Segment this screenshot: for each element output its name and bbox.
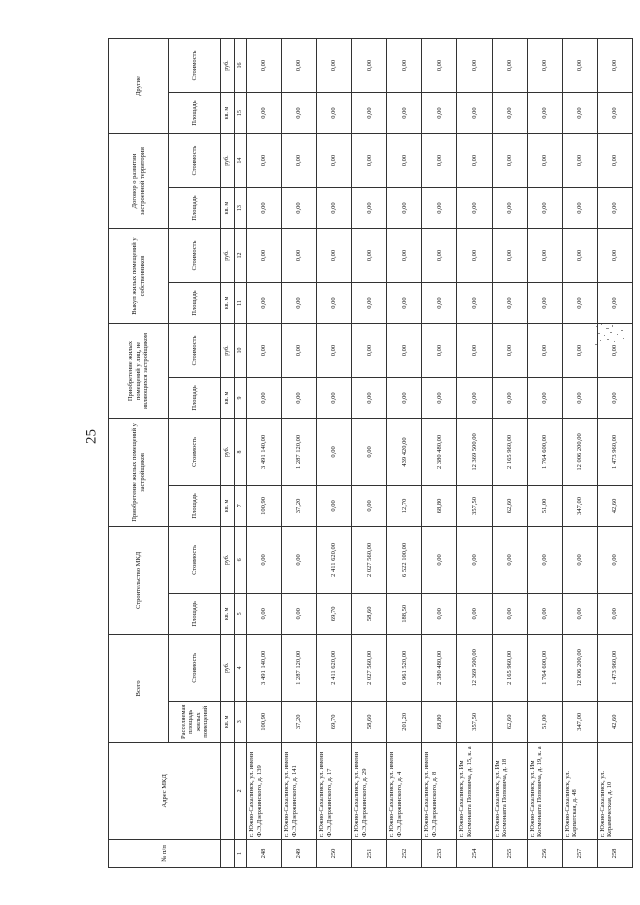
cell-value: 0,00 <box>527 39 562 93</box>
cell-value: 62,60 <box>492 485 527 526</box>
cell-value: 0,00 <box>492 526 527 593</box>
cell-value: 0,00 <box>527 188 562 229</box>
cell-value: 0,00 <box>387 39 422 93</box>
row-number: 258 <box>597 839 632 867</box>
cell-value: 0,00 <box>527 134 562 188</box>
cell-value: 69,70 <box>317 701 352 742</box>
column-number: 13 <box>235 188 247 229</box>
column-number: 11 <box>235 283 247 324</box>
cell-value: 0,00 <box>562 93 597 134</box>
column-number: 10 <box>235 324 247 378</box>
cell-value: 58,60 <box>352 593 387 634</box>
cell-value: 2 165 960,00 <box>492 419 527 486</box>
cell-value: 0,00 <box>422 324 457 378</box>
cell-value: 0,00 <box>317 134 352 188</box>
cell-value: 0,00 <box>282 324 317 378</box>
cell-value: 0,00 <box>352 134 387 188</box>
cell-value: 0,00 <box>597 324 632 378</box>
cell-value: 1 764 600,00 <box>527 634 562 701</box>
cell-value: 0,00 <box>317 39 352 93</box>
column-number: 14 <box>235 134 247 188</box>
cell-value: 0,00 <box>597 526 632 593</box>
cell-value: 0,00 <box>457 324 492 378</box>
unit-area: кв. м <box>221 377 235 418</box>
cell-value: 0,00 <box>492 593 527 634</box>
row-number: 248 <box>247 839 282 867</box>
cell-value: 1 764 600,00 <box>527 419 562 486</box>
cell-value: 0,00 <box>282 134 317 188</box>
cell-value: 0,00 <box>317 93 352 134</box>
row-number: 255 <box>492 839 527 867</box>
column-number: 15 <box>235 93 247 134</box>
group-header-purchase-developers: Приобретение жилых помещений у застройщиков <box>109 419 169 527</box>
cell-value: 0,00 <box>352 377 387 418</box>
cell-value: 0,00 <box>597 188 632 229</box>
cell-value: 0,00 <box>422 229 457 283</box>
cell-value: 0,00 <box>527 93 562 134</box>
cell-value: 51,00 <box>527 701 562 742</box>
table-row <box>282 39 317 868</box>
cell-value: 0,00 <box>492 377 527 418</box>
cell-value: 0,00 <box>492 39 527 93</box>
table-row <box>387 39 422 868</box>
header-area: Площадь <box>169 377 221 418</box>
cell-value: 188,50 <box>387 593 422 634</box>
cell-value: 0,00 <box>387 324 422 378</box>
cell-value: 0,00 <box>422 593 457 634</box>
row-address: г. Южно-Сахалинск, ул. имени Ф.Э.Дзержинского, д. 29 <box>352 742 387 839</box>
cell-value: 0,00 <box>457 526 492 593</box>
cell-value: 0,00 <box>282 526 317 593</box>
cell-value: 0,00 <box>247 593 282 634</box>
cell-value: 357,50 <box>457 485 492 526</box>
cell-value: 0,00 <box>457 188 492 229</box>
row-address: г. Южно-Сахалинск, ул. имени Ф.Э.Дзержинского, д. 4 <box>387 742 422 839</box>
cell-value: 0,00 <box>317 324 352 378</box>
cell-value: 0,00 <box>597 229 632 283</box>
cell-value: 0,00 <box>562 526 597 593</box>
cell-value: 1 473 960,00 <box>597 419 632 486</box>
cell-value: 68,80 <box>422 485 457 526</box>
group-header-development-agreement: Договор о развитии застроенной территории <box>109 134 169 229</box>
row-number: 257 <box>562 839 597 867</box>
cell-value: 0,00 <box>387 134 422 188</box>
cell-value: 37,20 <box>282 701 317 742</box>
cell-value: 0,00 <box>562 377 597 418</box>
header-cost: Стоимость <box>169 419 221 486</box>
cell-value: 100,90 <box>247 701 282 742</box>
cell-value: 0,00 <box>422 188 457 229</box>
cell-value: 0,00 <box>457 283 492 324</box>
cell-value: 0,00 <box>562 283 597 324</box>
cell-value: 0,00 <box>247 39 282 93</box>
column-number: 12 <box>235 229 247 283</box>
cell-value: 439 420,00 <box>387 419 422 486</box>
cell-value: 0,00 <box>562 188 597 229</box>
cell-value: 0,00 <box>282 283 317 324</box>
unit-cost: руб. <box>221 229 235 283</box>
header-area: Площадь <box>169 485 221 526</box>
row-address: г. Южно-Сахалинск, ул. Им Космонавта Поповича, д. 15, к. а <box>457 742 492 839</box>
row-address: г. Южно-Сахалинск, ул. имени Ф.Э.Дзержинского, д. 139 <box>247 742 282 839</box>
column-number: 8 <box>235 419 247 486</box>
header-no: № п/п <box>109 839 221 867</box>
header-cost: Стоимость <box>169 134 221 188</box>
table-row <box>457 39 492 868</box>
cell-value: 0,00 <box>597 134 632 188</box>
cell-value: 42,60 <box>597 485 632 526</box>
cell-value: 0,00 <box>527 593 562 634</box>
cell-value: 0,00 <box>527 526 562 593</box>
cell-value: 0,00 <box>562 593 597 634</box>
cell-value: 0,00 <box>317 283 352 324</box>
cell-value: 0,00 <box>457 39 492 93</box>
cell-value: 69,70 <box>317 593 352 634</box>
table-row <box>422 39 457 868</box>
cell-value: 0,00 <box>457 377 492 418</box>
row-number: 250 <box>317 839 352 867</box>
cell-value: 0,00 <box>282 593 317 634</box>
row-number: 256 <box>527 839 562 867</box>
header-area: Площадь <box>169 283 221 324</box>
cell-value: 0,00 <box>352 93 387 134</box>
table-row <box>562 39 597 868</box>
unit-area: кв. м <box>221 283 235 324</box>
unit-cost: руб. <box>221 324 235 378</box>
cell-value: 0,00 <box>457 593 492 634</box>
cell-value: 0,00 <box>597 377 632 418</box>
cell-value: 0,00 <box>492 134 527 188</box>
cell-value: 0,00 <box>282 93 317 134</box>
cell-value: 0,00 <box>282 188 317 229</box>
cell-value: 0,00 <box>247 324 282 378</box>
cell-value: 0,00 <box>352 188 387 229</box>
unit-area: кв. м <box>221 485 235 526</box>
cell-value: 0,00 <box>422 377 457 418</box>
header-cost: Стоимость <box>169 526 221 593</box>
cell-value: 2 380 480,00 <box>422 634 457 701</box>
cell-value: 0,00 <box>317 229 352 283</box>
units-empty <box>221 742 235 839</box>
cell-value: 0,00 <box>422 283 457 324</box>
cell-value: 0,00 <box>597 283 632 324</box>
cell-value: 0,00 <box>562 39 597 93</box>
group-header-total: Всего <box>109 634 169 742</box>
cell-value: 2 027 560,00 <box>352 526 387 593</box>
header-cost: Стоимость <box>169 634 221 701</box>
header-area: Площадь <box>169 593 221 634</box>
cell-value: 12,70 <box>387 485 422 526</box>
cell-value: 0,00 <box>317 377 352 418</box>
cell-value: 6 522 100,00 <box>387 526 422 593</box>
table-row <box>597 39 632 868</box>
unit-cost: руб. <box>221 39 235 93</box>
cell-value: 2 411 620,00 <box>317 526 352 593</box>
cell-value: 0,00 <box>317 188 352 229</box>
cell-value: 2 380 480,00 <box>422 419 457 486</box>
row-number: 253 <box>422 839 457 867</box>
cell-value: 37,20 <box>282 485 317 526</box>
cell-value: 1 287 120,00 <box>282 634 317 701</box>
column-number: 1 <box>235 839 247 867</box>
cell-value: 0,00 <box>247 526 282 593</box>
column-number-row <box>235 39 247 868</box>
cell-value: 0,00 <box>422 93 457 134</box>
column-number: 4 <box>235 634 247 701</box>
group-header-other: Другие <box>109 39 169 134</box>
cell-value: 6 961 520,00 <box>387 634 422 701</box>
cell-value: 0,00 <box>352 229 387 283</box>
cell-value: 42,60 <box>597 701 632 742</box>
cell-value: 0,00 <box>317 485 352 526</box>
row-address: г. Южно-Сахалинск, ул. имени Ф.Э.Дзержинского, д. 17 <box>317 742 352 839</box>
cell-value: 0,00 <box>527 377 562 418</box>
cell-value: 0,00 <box>597 93 632 134</box>
header-area: Площадь <box>169 188 221 229</box>
cell-value: 12 006 200,00 <box>562 419 597 486</box>
header-cost: Стоимость <box>169 229 221 283</box>
unit-area: кв. м <box>221 701 235 742</box>
cell-value: 0,00 <box>352 39 387 93</box>
cell-value: 0,00 <box>387 283 422 324</box>
group-header-row <box>109 39 169 868</box>
cell-value: 0,00 <box>352 324 387 378</box>
cell-value: 58,60 <box>352 701 387 742</box>
resettlement-table <box>108 38 633 868</box>
column-number: 3 <box>235 701 247 742</box>
cell-value: 201,20 <box>387 701 422 742</box>
column-number: 5 <box>235 593 247 634</box>
cell-value: 62,60 <box>492 701 527 742</box>
units-empty <box>221 839 235 867</box>
group-header-construction: Строительство МКД <box>109 526 169 634</box>
cell-value: 0,00 <box>492 93 527 134</box>
page-number: 25 <box>83 429 100 444</box>
table-row <box>247 39 282 868</box>
cell-value: 0,00 <box>422 134 457 188</box>
cell-value: 0,00 <box>422 526 457 593</box>
cell-value: 0,00 <box>457 229 492 283</box>
header-address: Адрес МКД <box>109 742 221 839</box>
header-area: Площадь <box>169 93 221 134</box>
cell-value: 0,00 <box>387 93 422 134</box>
unit-area: кв. м <box>221 188 235 229</box>
cell-value: 0,00 <box>492 229 527 283</box>
rotated-table-frame <box>108 38 633 868</box>
rotated-table-content <box>108 38 633 868</box>
group-header-buyout: Выкуп жилых помещений у собственников <box>109 229 169 324</box>
cell-value: 2 027 560,00 <box>352 634 387 701</box>
cell-value: 0,00 <box>527 229 562 283</box>
column-number: 7 <box>235 485 247 526</box>
cell-value: 12 369 500,00 <box>457 419 492 486</box>
cell-value: 0,00 <box>317 419 352 486</box>
cell-value: 0,00 <box>387 377 422 418</box>
cell-value: 0,00 <box>422 39 457 93</box>
cell-value: 68,80 <box>422 701 457 742</box>
header-area-resettled: Расселяемая площадь жилых помещений <box>169 701 221 742</box>
cell-value: 0,00 <box>562 229 597 283</box>
row-address: г. Южно-Сахалинск, ул. Керамическая, д. 10 <box>597 742 632 839</box>
cell-value: 0,00 <box>527 324 562 378</box>
unit-area: кв. м <box>221 93 235 134</box>
cell-value: 2 411 620,00 <box>317 634 352 701</box>
cell-value: 0,00 <box>247 134 282 188</box>
column-number: 6 <box>235 526 247 593</box>
row-number: 249 <box>282 839 317 867</box>
cell-value: 1 473 960,00 <box>597 634 632 701</box>
unit-cost: руб. <box>221 419 235 486</box>
table-row <box>492 39 527 868</box>
cell-value: 0,00 <box>247 283 282 324</box>
cell-value: 0,00 <box>527 283 562 324</box>
row-number: 252 <box>387 839 422 867</box>
row-address: г. Южно-Сахалинск, ул. Им Космонавта Поповича, д. 19, к. а <box>527 742 562 839</box>
cell-value: 1 287 120,00 <box>282 419 317 486</box>
cell-value: 51,00 <box>527 485 562 526</box>
cell-value: 12 369 500,00 <box>457 634 492 701</box>
cell-value: 3 491 140,00 <box>247 419 282 486</box>
column-number: 16 <box>235 39 247 93</box>
cell-value: 0,00 <box>562 324 597 378</box>
cell-value: 0,00 <box>457 134 492 188</box>
units-row <box>221 39 235 868</box>
header-cost: Стоимость <box>169 39 221 93</box>
cell-value: 3 491 140,00 <box>247 634 282 701</box>
cell-value: 0,00 <box>247 229 282 283</box>
column-number: 2 <box>235 742 247 839</box>
row-address: г. Южно-Сахалинск, ул. Им Космонавта Поповича, д. 18 <box>492 742 527 839</box>
cell-value: 12 006 200,00 <box>562 634 597 701</box>
unit-area: кв. м <box>221 593 235 634</box>
cell-value: 0,00 <box>457 93 492 134</box>
unit-cost: руб. <box>221 134 235 188</box>
header-cost: Стоимость <box>169 324 221 378</box>
cell-value: 347,00 <box>562 485 597 526</box>
cell-value: 0,00 <box>282 39 317 93</box>
unit-cost: руб. <box>221 634 235 701</box>
cell-value: 0,00 <box>282 229 317 283</box>
cell-value: 100,90 <box>247 485 282 526</box>
cell-value: 357,50 <box>457 701 492 742</box>
cell-value: 0,00 <box>492 188 527 229</box>
cell-value: 0,00 <box>562 134 597 188</box>
cell-value: 0,00 <box>492 283 527 324</box>
cell-value: 0,00 <box>247 377 282 418</box>
cell-value: 0,00 <box>597 593 632 634</box>
table-row <box>352 39 387 868</box>
row-address: г. Южно-Сахалинск, ул. имени Ф.Э.Дзержинского, д. 141 <box>282 742 317 839</box>
table-row <box>317 39 352 868</box>
cell-value: 0,00 <box>247 93 282 134</box>
row-number: 254 <box>457 839 492 867</box>
cell-value: 0,00 <box>492 324 527 378</box>
row-address: г. Южно-Сахалинск, ул. Карпатская, д. 48 <box>562 742 597 839</box>
table-row <box>527 39 562 868</box>
cell-value: 0,00 <box>352 485 387 526</box>
cell-value: 0,00 <box>282 377 317 418</box>
cell-value: 0,00 <box>247 188 282 229</box>
cell-value: 0,00 <box>597 39 632 93</box>
column-number: 9 <box>235 377 247 418</box>
cell-value: 2 165 960,00 <box>492 634 527 701</box>
cell-value: 0,00 <box>387 188 422 229</box>
cell-value: 347,00 <box>562 701 597 742</box>
row-address: г. Южно-Сахалинск, ул. имени Ф.Э.Дзержинского, д. 8 <box>422 742 457 839</box>
cell-value: 0,00 <box>387 229 422 283</box>
cell-value: 0,00 <box>352 283 387 324</box>
unit-cost: руб. <box>221 526 235 593</box>
cell-value: 0,00 <box>352 419 387 486</box>
row-number: 251 <box>352 839 387 867</box>
group-header-purchase-non-developers: Приобретение жилых помещений у лиц, не являющихся застройщиком <box>109 324 169 419</box>
